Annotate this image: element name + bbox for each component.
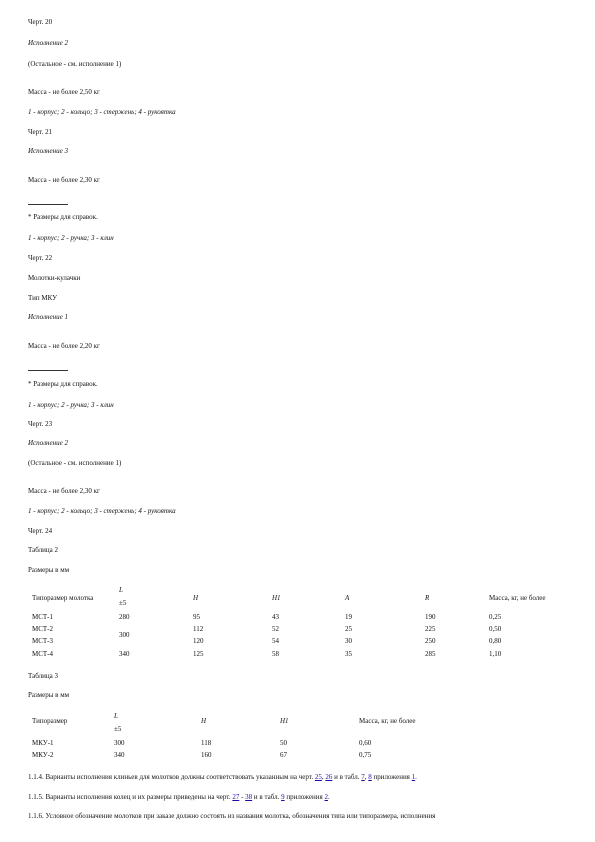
cell-mass: 0,75 [359,751,372,759]
paragraph-text: , [364,773,369,781]
cell-l-merged: 300 [119,631,130,639]
table-link[interactable]: 8 [368,773,372,781]
cell-h: 118 [201,739,212,747]
cell-h1: 67 [280,751,287,759]
parts-legend: 1 - корпус; 2 - кольцо; 3 - стержень; 4 - рукоятка [28,507,176,515]
cell-h: 95 [193,613,200,621]
paragraph-text: . [327,793,330,801]
cell-l: 280 [119,613,130,621]
cell-h: 160 [201,751,212,759]
variant-label: Исполнение 2 [28,39,68,47]
paragraph-text: 1.1.5. Варианты исполнения колец и их размеры приведены на черт. [28,793,233,801]
cell-type: МСТ-4 [32,650,53,658]
table-header-l: L [119,586,123,594]
cell-a: 30 [345,637,352,645]
drawing-label: Черт. 20 [28,18,53,26]
table-title: Таблица 2 [28,546,58,554]
cell-type: МСТ-3 [32,637,53,645]
table-header-mass: Масса, кг, не более [359,717,416,725]
cell-r: 225 [425,625,436,633]
footnote-text: * Размеры для справок. [28,380,98,388]
paragraph-text: - [239,793,246,801]
parts-legend: 1 - корпус; 2 - кольцо; 3 - стержень; 4 - рукоятка [28,108,176,116]
table-header-h: H [193,594,199,602]
cell-h1: 54 [272,637,279,645]
cell-l: 340 [119,650,130,658]
paragraph-text: приложения [284,793,325,801]
cell-type: МСТ-2 [32,625,53,633]
cell-h1: 52 [272,625,279,633]
drawing-link[interactable]: 38 [245,793,253,801]
mass-note: Масса - не более 2,30 кг [28,487,100,495]
drawing-link[interactable]: 27 [232,793,240,801]
parts-legend: 1 - корпус; 2 - ручка; 3 - клин [28,234,114,242]
drawing-link[interactable]: 25 [314,773,322,781]
table-header-l: L [114,712,118,720]
table-header-l-tolerance: ±5 [114,725,122,733]
cell-mass: 0,25 [489,613,502,621]
footnote-divider [28,204,68,205]
remark-text: (Остальное - см. исполнение 1) [28,60,122,68]
cell-mass: 0,80 [489,637,502,645]
cell-type: МКУ-1 [32,739,54,747]
paragraph-1-1-6: 1.1.6. Условное обозначение молотков при заказе должно состоять из названия молотка, обозначения типа или типоразмера, исполнения [28,812,436,820]
paragraph-text: . [415,773,417,781]
table-header-l-tolerance: ±5 [119,599,127,607]
table-header-a: A [345,594,350,602]
mass-note: Масса - не более 2,50 кг [28,88,100,96]
cell-l: 300 [114,739,125,747]
table-header-type: Типоразмер [32,717,68,725]
cell-a: 35 [345,650,352,658]
remark-text: (Остальное - см. исполнение 1) [28,459,122,467]
table-link[interactable]: 7 [361,773,365,781]
cell-r: 190 [425,613,436,621]
table-header-h1: H1 [280,717,289,725]
variant-label: Исполнение 1 [28,313,68,321]
cell-type: МСТ-1 [32,613,53,621]
footnote-text: * Размеры для справок. [28,213,98,221]
table-link[interactable]: 9 [281,793,285,801]
cell-mass: 0,60 [359,739,372,747]
cell-h1: 43 [272,613,279,621]
cell-h1: 50 [280,739,287,747]
section-title: Молотки-кулачки [28,274,81,282]
cell-h: 120 [193,637,204,645]
drawing-label: Черт. 21 [28,128,53,136]
cell-mass: 1,10 [489,650,502,658]
variant-label: Исполнение 3 [28,147,68,155]
appendix-link[interactable]: 2 [324,793,328,801]
drawing-label: Черт. 23 [28,420,53,428]
cell-a: 19 [345,613,352,621]
table-header-mass: Масса, кг, не более [489,594,546,602]
cell-mass: 0,50 [489,625,502,633]
mass-note: Масса - не более 2,30 кг [28,176,100,184]
variant-label: Исполнение 2 [28,439,68,447]
footnote-divider [28,370,68,371]
table-header-type: Типоразмер молотка [32,594,94,602]
paragraph-text: , [321,773,326,781]
table-title: Таблица 3 [28,672,58,680]
cell-type: МКУ-2 [32,751,54,759]
cell-h: 112 [193,625,204,633]
drawing-link[interactable]: 26 [325,773,333,781]
cell-h1: 58 [272,650,279,658]
parts-legend: 1 - корпус; 2 - ручка; 3 - клин [28,401,114,409]
paragraph-text: приложения [371,773,412,781]
table-units: Размеры в мм [28,691,70,699]
table-header-h: H [201,717,207,725]
paragraph-text: 1.1.4. Варианты исполнения клиньев для молотков должны соответствовать указанным на черт. [28,773,315,781]
paragraph-text: и в табл. [332,773,362,781]
type-label: Тип МКУ [28,294,58,302]
paragraph-1-1-4 [28,773,417,782]
table-units: Размеры в мм [28,566,70,574]
appendix-link[interactable]: 1 [411,773,416,781]
drawing-label: Черт. 24 [28,527,53,535]
cell-r: 285 [425,650,436,658]
paragraph-1-1-5 [28,793,330,802]
cell-r: 250 [425,637,436,645]
cell-h: 125 [193,650,204,658]
paragraph-text: и в табл. [252,793,282,801]
table-header-r: R [425,594,430,602]
drawing-label: Черт. 22 [28,254,53,262]
mass-note: Масса - не более 2,20 кг [28,342,100,350]
table-header-h1: H1 [272,594,281,602]
cell-a: 25 [345,625,352,633]
cell-l: 340 [114,751,125,759]
